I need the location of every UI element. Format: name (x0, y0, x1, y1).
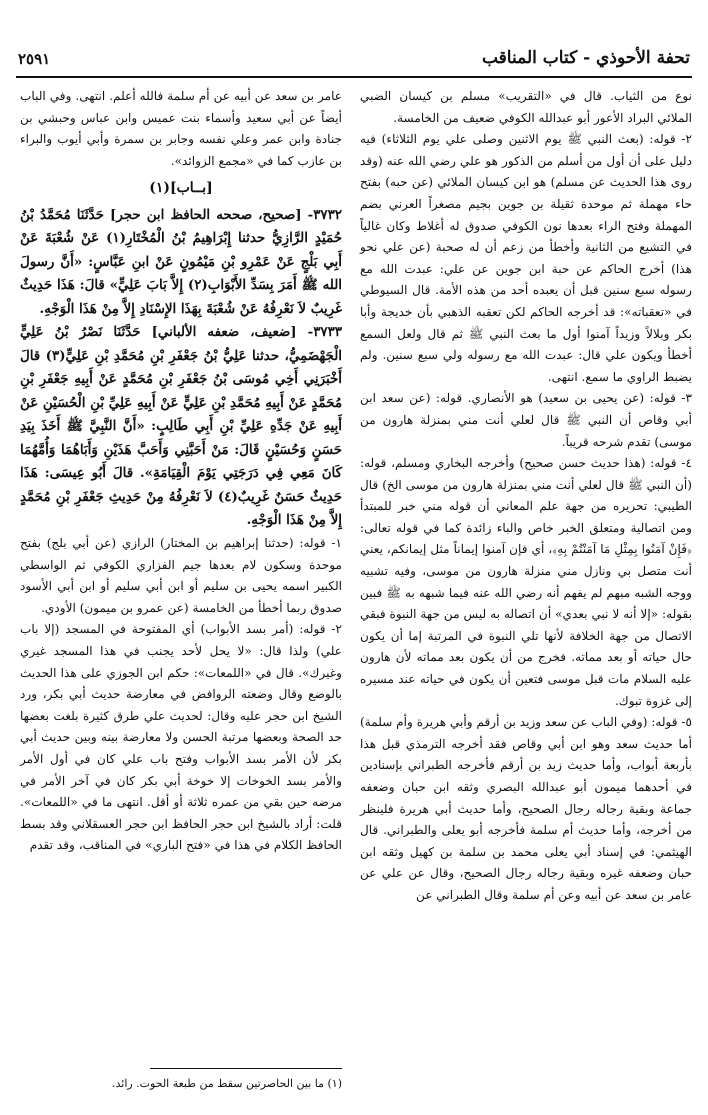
footnote: (١) ما بين الحاصرتين سقط من طبعة الحوت. رائد. (111, 1077, 342, 1090)
commentary-paragraph: ١- قوله: (حدثنا إبراهيم بن المختار) الرازي (عن أبي بلج) بفتح موحدة وسكون لام بعدها جيم الفزاري الكوفي ثم الواسطي الكبير اسمه يحيى بن سليم أو ابن أبي سليم أو ابن أبي الأسود صدوق ربما أخطأ من الخامسة (عن عمرو بن ميمون) الأودي. (20, 535, 342, 615)
chapter-heading: [بــاب](١) (149, 180, 213, 197)
commentary-paragraph: ٢- قوله: (بعث النبي ﷺ يوم الاثنين وصلى علي يوم الثلاثاء) فيه دليل على أن أول من أسلم من الذكور هو علي رضي الله عنه (وقد روى هذا الحديث عن مسلم) هو ابن كيسان الملائي (عن حبه) بفتح حاء مهملة ثم موحدة ثقيلة بن جوين بجيم مصغراً العرني بضم المهملة وفتح الراء بعدها نون الكوفي صدوق له أغلاط وكان غالياً في التشيع من الثانية وأخطأ من زعم أن له صحبة (عن علي نحو هذا) أخرج الحاكم عن حبة ابن جوين عن علي: عبدت الله مع رسوله سبع سنين قبل أن يعبده أحد من هذه الأمة. قال السيوطي في «تعقباته»: قد أخرجه الحاكم لكن تعقبه الذهبي بأن خديجة وأبا بكر وبلالاً وزيداً آمنوا أول ما بعث النبي ﷺ ثم قال ولعل السمع أخطأ ويكون علي قال: عبدت الله مع رسوله ولي سبع سنين. ولم يضبط الراوي ما سمع. انتهى. (360, 132, 692, 384)
right-column (360, 86, 692, 907)
commentary-paragraph: ٣- قوله: (عن يحيى بن سعيد) هو الأنصاري. قوله: (عن سعد ابن أبي وقاص أن النبي ﷺ قال لعلي أنت مني بمنزلة هارون من موسى) تقدم شرحه قريباً. (360, 391, 692, 449)
commentary-paragraph: ٤- قوله: (هذا حديث حسن صحيح) وأخرجه البخاري ومسلم، قوله: (أن النبي ﷺ قال لعلي أنت مني بمنزلة هارون من موسى الخ) قال الطيبي: تحريره من جهة علم المعاني أن قوله مني خبر للمبتدأ ومن اتصالية ومتعلق الخبر خاص والباء زائدة كما في قوله تعالى: ﴿فَإِنْ آمَنُوا بِمِثْلِ مَا آمَنْتُمْ بِهِ﴾، أي فإن آمنوا إيماناً مثل إيمانكم، يعني أنت متصل بي ونازل مني منزلة هارون من موسى، وفيه تشبيه ووجه الشبه مبهم لم يفهم أنه رضي الله عنه فيما شبهه به ﷺ فبين بقوله: «إلا أنه لا نبي بعدي» أن اتصاله به ليس من جهة النبوة فبقي الاتصال من جهة الخلافة لأنها تلي النبوة في المرتبة إما أن يكون حال حياته أو بعد مماته. فخرج من أن يكون بعد مماته لأن هارون عليه السلام مات قبل موسى فتعين أن يكون في حياته عند مسيره إلى غزوة تبوك. (360, 456, 692, 708)
commentary-paragraph: نوع من الثياب. قال في «التقريب» مسلم بن كيسان الضبي الملائي البراد الأعور أبو عبدالله الكوفي ضعيف من الخامسة. (360, 89, 692, 125)
footnote-rule (150, 1068, 342, 1069)
running-header (18, 44, 690, 74)
commentary-paragraph: ٢- قوله: (أمر بسد الأبواب) أي المفتوحة في المسجد (إلا باب علي) ولذا قال: «لا يحل لأحد يجنب في هذا المسجد غيري وغيرك». قال في «اللمعات»: حكم ابن الجوزي على هذا الحديث بالوضع وقال وضعته الروافض في معارضة حديث أبي بكر، ورد الشيخ ابن حجر عليه وقال: لحديث علي طرق كثيرة بلغت بعضها حد الصحة وبعضها مرتبة الحسن ولا معارضة بينه وبين حديث أبي بكر لأن الأمر بسد الأبواب وفتح باب علي كان في أول الأمر والأمر بسد الخوخات إلا خوخة أبي بكر كان في آخر الأمر في مرضه حين بقي من عمره ثلاثة أو أقل. انتهى ما في «اللمعات». قلت: أراد بالشيخ ابن حجر الحافظ ابن حجر العسقلاني وقد بسط الحافظ الكلام في هذا في «فتح الباري» في المناقب، وقد تقدم (20, 622, 342, 853)
commentary-paragraph: عامر بن سعد عن أبيه عن أم سلمة فالله أعلم. انتهى. وفي الباب أيضاً عن أبي سعيد وأسماء بنت عميس وابن عباس وحبشي بن جنادة وابن عمر وعلي نفسه وجابر بن سمرة وأبي أيوب والبراء بن عازب كما في «مجمع الزوائد». (20, 89, 342, 168)
running-title: تحفة الأحوذي - كتاب المناقب (481, 48, 690, 68)
header-rule (16, 76, 692, 78)
left-column (20, 86, 342, 857)
hadith-text: ٣٧٣٣- [ضعيف، ضعفه الألباني] حَدَّثَنَا نَصْرُ بْنُ عَلِيٍّ الْجَهْضَمِيُّ، حدثنا عَلِيُّ بْنُ جَعْفَرِ بْنِ مُحَمَّدِ بْنِ عَلِيٍّ(٣) قالَ أَخْبَرَنِي أَخِي مُوسَى بْنُ جَعْفَرِ بْنِ مُحَمَّدٍ عَنْ أَبِيهِ جَعْفَرِ بْنِ مُحَمَّدٍ عَنْ أَبِيهِ مُحَمَّدِ بْنِ عَلِيٍّ عَنْ أَبِيهِ عَلِيِّ بْنِ الْحُسَيْنِ عَنْ أَبِيهِ عَنْ جَدِّهِ عَلِيِّ بْنِ أَبِي طَالِبٍ: «أَنَّ النَّبِيَّ ﷺ أَخَذَ بِيَدِ حَسَنٍ وَحُسَيْنٍ قَالَ: مَنْ أَحَبَّنِي وَأَحَبَّ هَذَيْنِ وَأَبَاهُمَا وَأُمَّهُمَا كَانَ مَعِي فِي دَرَجَتِي يَوْمَ الْقِيَامَةِ». قالَ أَبُو عِيسَى: هَذَا حَدِيثٌ حَسَنٌ غَرِيبٌ(٤) لاَ نَعْرِفُهُ مِنْ حَدِيثِ جَعْفَرِ بْنِ مُحَمَّدٍ إِلاَّ مِنْ هَذَا الْوَجْهِ. (20, 324, 343, 529)
commentary-paragraph: ٥- قوله: (وفي الباب عن سعد وزيد بن أرقم وأبي هريرة وأم سلمة) أما حديث سعد وهو ابن أبي وقاص فقد أخرجه الترمذي قبل هذا بأربعة أبواب، وأما حديث زيد بن أرقم فأخرجه الطبراني بإسنادين في أحدهما ميمون أبو عبدالله البصري وثقه ابن حبان وضعفه جماعة وبقية رجاله رجال الصحيح، وأما حديث أبي هريرة فلينظر من أخرجه، وأما حديث أم سلمة فأخرجه أبو يعلى والطبراني. قال الهيثمي: في إسناد أبي يعلى محمد بن سلمة بن كهيل وثقه ابن حبان وضعفه غيره وبقية رجاله رجال الصحيح، وقال عن علي عن عامر بن سعد عن أبيه وعن أم سلمة وقال الطبراني عن (360, 715, 692, 902)
page-number: ٢٥٩١ (18, 50, 51, 68)
hadith-text: ٣٧٣٢- [صحيح، صححه الحافظ ابن حجر] حَدَّثَنَا مُحَمَّدُ بْنُ حُمَيْدٍ الرَّازِيُّ حدثنا إِبْرَاهِيمُ بْنُ الْمُخْتَارِ(١) عَنْ شُعْبَةَ عَنْ أَبِي بَلْجٍ عَنْ عَمْرِو بْنِ مَيْمُونٍ عَنْ ابنِ عَبَّاسٍ: «أَنَّ رسولَ الله ﷺ أَمَرَ بِسَدِّ الأَبْوَابِ(٢) إِلاَّ بَابَ عَلِيٍّ» قالَ: هَذَا حَدِيثٌ غَرِيبٌ لاَ نَعْرِفُهُ عَنْ شُعْبَةَ بِهَذَا الإِسْنَادِ إِلاَّ مِنْ هَذَا الْوَجْهِ. (20, 206, 342, 317)
